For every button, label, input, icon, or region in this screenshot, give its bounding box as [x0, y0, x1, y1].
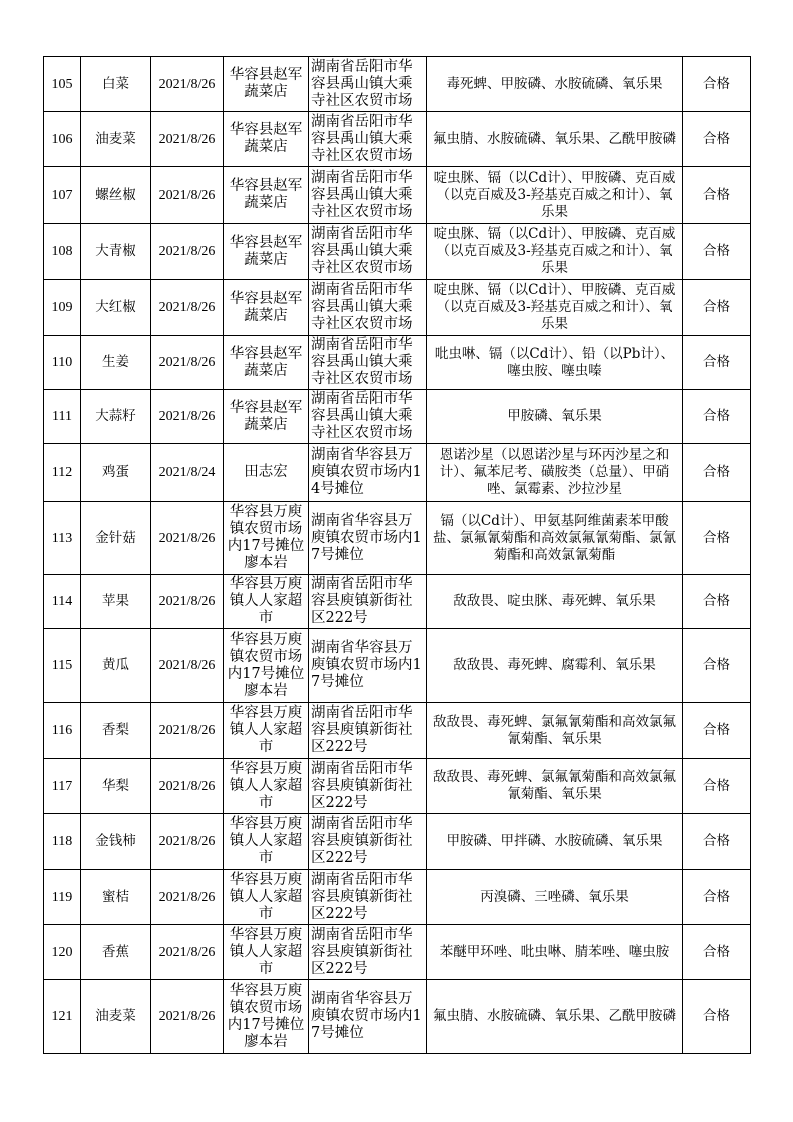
store-address: 湖南省华容县万庾镇农贸市场内14号摊位	[309, 444, 427, 502]
sample-date: 2021/8/26	[151, 280, 224, 336]
row-number: 116	[44, 703, 81, 759]
inspection-results-table	[43, 56, 751, 1054]
table-row	[44, 502, 751, 575]
store-address: 湖南省岳阳市华容县庾镇新街社区222号	[309, 703, 427, 759]
store-name: 华容县赵军蔬菜店	[224, 390, 309, 444]
test-result: 合格	[683, 502, 751, 575]
row-number: 109	[44, 280, 81, 336]
row-number: 118	[44, 814, 81, 870]
sample-date: 2021/8/26	[151, 703, 224, 759]
test-result: 合格	[683, 336, 751, 390]
store-address: 湖南省华容县万庾镇农贸市场内17号摊位	[309, 629, 427, 703]
table-row	[44, 336, 751, 390]
store-name: 华容县万庾镇人人家超市	[224, 575, 309, 629]
test-items: 苯醚甲环唑、吡虫啉、腈苯唑、噻虫胺	[427, 925, 683, 980]
test-items: 毒死蜱、甲胺磷、水胺硫磷、氧乐果	[427, 57, 683, 112]
store-name: 华容县赵军蔬菜店	[224, 336, 309, 390]
store-name: 华容县万庾镇农贸市场内17号摊位廖本岩	[224, 629, 309, 703]
test-result: 合格	[683, 703, 751, 759]
store-name: 华容县万庾镇人人家超市	[224, 925, 309, 980]
table-row	[44, 575, 751, 629]
test-items: 敌敌畏、毒死蜱、腐霉利、氧乐果	[427, 629, 683, 703]
sample-date: 2021/8/26	[151, 814, 224, 870]
store-address: 湖南省岳阳市华容县禹山镇大乘寺社区农贸市场	[309, 336, 427, 390]
product-name: 大青椒	[81, 224, 151, 280]
store-address: 湖南省岳阳市华容县禹山镇大乘寺社区农贸市场	[309, 280, 427, 336]
test-result: 合格	[683, 224, 751, 280]
store-address: 湖南省岳阳市华容县庾镇新街社区222号	[309, 759, 427, 814]
store-name: 田志宏	[224, 444, 309, 502]
test-result: 合格	[683, 57, 751, 112]
sample-date: 2021/8/26	[151, 112, 224, 167]
test-items: 丙溴磷、三唑磷、氧乐果	[427, 870, 683, 925]
product-name: 油麦菜	[81, 112, 151, 167]
store-address: 湖南省岳阳市华容县庾镇新街社区222号	[309, 814, 427, 870]
table-row	[44, 925, 751, 980]
test-items: 氟虫腈、水胺硫磷、氧乐果、乙酰甲胺磷	[427, 112, 683, 167]
test-result: 合格	[683, 870, 751, 925]
product-name: 苹果	[81, 575, 151, 629]
store-address: 湖南省岳阳市华容县禹山镇大乘寺社区农贸市场	[309, 112, 427, 167]
store-name: 华容县赵军蔬菜店	[224, 280, 309, 336]
store-name: 华容县万庾镇人人家超市	[224, 703, 309, 759]
test-result: 合格	[683, 575, 751, 629]
store-address: 湖南省岳阳市华容县禹山镇大乘寺社区农贸市场	[309, 224, 427, 280]
row-number: 119	[44, 870, 81, 925]
table-row	[44, 444, 751, 502]
table-row	[44, 112, 751, 167]
table-row	[44, 980, 751, 1054]
table-row	[44, 390, 751, 444]
row-number: 114	[44, 575, 81, 629]
table-row	[44, 224, 751, 280]
row-number: 120	[44, 925, 81, 980]
sample-date: 2021/8/26	[151, 925, 224, 980]
table-row	[44, 870, 751, 925]
table-row	[44, 280, 751, 336]
test-items: 恩诺沙星（以恩诺沙星与环丙沙星之和计）、氟苯尼考、磺胺类（总量）、甲硝唑、氯霉素、沙拉沙星	[427, 444, 683, 502]
store-name: 华容县万庾镇人人家超市	[224, 870, 309, 925]
store-address: 湖南省岳阳市华容县禹山镇大乘寺社区农贸市场	[309, 390, 427, 444]
test-items: 吡虫啉、镉（以Cd计）、铅（以Pb计）、噻虫胺、噻虫嗪	[427, 336, 683, 390]
test-result: 合格	[683, 390, 751, 444]
test-result: 合格	[683, 759, 751, 814]
store-address: 湖南省岳阳市华容县庾镇新街社区222号	[309, 870, 427, 925]
table-row	[44, 759, 751, 814]
product-name: 蜜桔	[81, 870, 151, 925]
test-items: 敌敌畏、毒死蜱、氯氟氰菊酯和高效氯氟氰菊酯、氧乐果	[427, 703, 683, 759]
sample-date: 2021/8/26	[151, 629, 224, 703]
row-number: 113	[44, 502, 81, 575]
test-result: 合格	[683, 814, 751, 870]
table-row	[44, 814, 751, 870]
test-result: 合格	[683, 980, 751, 1054]
table-row	[44, 703, 751, 759]
sample-date: 2021/8/26	[151, 502, 224, 575]
store-name: 华容县赵军蔬菜店	[224, 167, 309, 224]
row-number: 112	[44, 444, 81, 502]
product-name: 香蕉	[81, 925, 151, 980]
store-address: 湖南省岳阳市华容县庾镇新街社区222号	[309, 925, 427, 980]
row-number: 107	[44, 167, 81, 224]
row-number: 121	[44, 980, 81, 1054]
table-row	[44, 167, 751, 224]
store-name: 华容县万庾镇农贸市场内17号摊位廖本岩	[224, 980, 309, 1054]
product-name: 生姜	[81, 336, 151, 390]
store-address: 湖南省岳阳市华容县禹山镇大乘寺社区农贸市场	[309, 57, 427, 112]
store-address: 湖南省岳阳市华容县禹山镇大乘寺社区农贸市场	[309, 167, 427, 224]
row-number: 115	[44, 629, 81, 703]
sample-date: 2021/8/26	[151, 980, 224, 1054]
table-row	[44, 629, 751, 703]
product-name: 大红椒	[81, 280, 151, 336]
test-result: 合格	[683, 112, 751, 167]
sample-date: 2021/8/26	[151, 167, 224, 224]
test-result: 合格	[683, 925, 751, 980]
test-items: 敌敌畏、毒死蜱、氯氟氰菊酯和高效氯氟氰菊酯、氧乐果	[427, 759, 683, 814]
store-name: 华容县赵军蔬菜店	[224, 57, 309, 112]
test-items: 啶虫脒、镉（以Cd计）、甲胺磷、克百威（以克百威及3-羟基克百威之和计）、氧乐果	[427, 280, 683, 336]
row-number: 111	[44, 390, 81, 444]
test-items: 甲胺磷、甲拌磷、水胺硫磷、氧乐果	[427, 814, 683, 870]
row-number: 110	[44, 336, 81, 390]
test-result: 合格	[683, 280, 751, 336]
product-name: 白菜	[81, 57, 151, 112]
test-result: 合格	[683, 629, 751, 703]
test-items: 敌敌畏、啶虫脒、毒死蜱、氧乐果	[427, 575, 683, 629]
product-name: 大蒜籽	[81, 390, 151, 444]
sample-date: 2021/8/26	[151, 57, 224, 112]
test-items: 氟虫腈、水胺硫磷、氧乐果、乙酰甲胺磷	[427, 980, 683, 1054]
product-name: 螺丝椒	[81, 167, 151, 224]
store-name: 华容县万庾镇人人家超市	[224, 814, 309, 870]
product-name: 华梨	[81, 759, 151, 814]
store-name: 华容县万庾镇农贸市场内17号摊位廖本岩	[224, 502, 309, 575]
sample-date: 2021/8/24	[151, 444, 224, 502]
store-address: 湖南省华容县万庾镇农贸市场内17号摊位	[309, 980, 427, 1054]
test-items: 啶虫脒、镉（以Cd计）、甲胺磷、克百威（以克百威及3-羟基克百威之和计）、氧乐果	[427, 167, 683, 224]
product-name: 油麦菜	[81, 980, 151, 1054]
row-number: 105	[44, 57, 81, 112]
store-name: 华容县万庾镇人人家超市	[224, 759, 309, 814]
sample-date: 2021/8/26	[151, 336, 224, 390]
test-result: 合格	[683, 444, 751, 502]
sample-date: 2021/8/26	[151, 870, 224, 925]
sample-date: 2021/8/26	[151, 390, 224, 444]
product-name: 金针菇	[81, 502, 151, 575]
store-name: 华容县赵军蔬菜店	[224, 112, 309, 167]
product-name: 黄瓜	[81, 629, 151, 703]
test-items: 啶虫脒、镉（以Cd计）、甲胺磷、克百威（以克百威及3-羟基克百威之和计）、氧乐果	[427, 224, 683, 280]
store-address: 湖南省岳阳市华容县庾镇新街社区222号	[309, 575, 427, 629]
row-number: 106	[44, 112, 81, 167]
row-number: 117	[44, 759, 81, 814]
test-items: 镉（以Cd计）、甲氨基阿维菌素苯甲酸盐、氯氟氰菊酯和高效氯氟氰菊酯、氯氰菊酯和高效氯氰菊酯	[427, 502, 683, 575]
table-row	[44, 57, 751, 112]
store-address: 湖南省华容县万庾镇农贸市场内17号摊位	[309, 502, 427, 575]
product-name: 鸡蛋	[81, 444, 151, 502]
test-items: 甲胺磷、氧乐果	[427, 390, 683, 444]
sample-date: 2021/8/26	[151, 575, 224, 629]
product-name: 金钱柿	[81, 814, 151, 870]
store-name: 华容县赵军蔬菜店	[224, 224, 309, 280]
sample-date: 2021/8/26	[151, 224, 224, 280]
sample-date: 2021/8/26	[151, 759, 224, 814]
product-name: 香梨	[81, 703, 151, 759]
row-number: 108	[44, 224, 81, 280]
test-result: 合格	[683, 167, 751, 224]
